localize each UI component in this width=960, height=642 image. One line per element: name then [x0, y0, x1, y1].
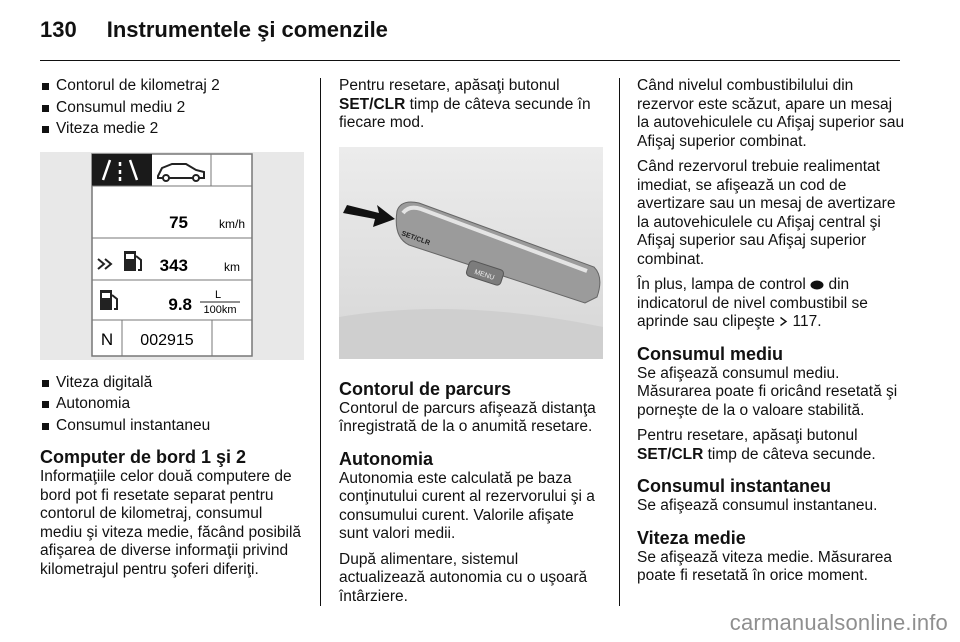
column-divider-2	[619, 78, 620, 606]
paragraph: În plus, lampa de control din indicatorul de nivel combustibil se aprinde sau clipeşte 117.	[637, 276, 868, 330]
paragraph: După alimentare, sistemul actualizează autonomia cu o uşoară întârziere.	[339, 550, 588, 605]
bullet-list-top	[40, 77, 308, 139]
consumption-value: 9.8	[168, 294, 192, 314]
paragraph: Autonomia este calculată pe baza conţinutului curent al rezervorului şi a consumului curent. Valorile afişate sunt valori medii.	[339, 469, 595, 542]
paragraph: Pentru resetare, apăsaţi butonul SET/CLR timp de câteva secunde.	[637, 427, 876, 463]
section-heading: Contorul de parcurs	[339, 378, 512, 399]
paragraph: Când rezervorul trebuie realimentat imediat, se afişează un cod de avertizare sau un mesaj de avertizare la autovehiculele cu Afişaj central şi Afişaj superior sau Afişaj superior combinat.	[637, 158, 896, 268]
range-unit: km	[224, 259, 240, 274]
speed-value: 75	[169, 212, 188, 232]
consumption-unit-top: L	[214, 288, 222, 301]
control-lamp-icon	[810, 280, 824, 290]
paragraph: Când nivelul combustibilului din rezervor este scăzut, apare un mesaj la autovehiculele cu Afişaj superior sau Afişaj superior combinat.	[637, 77, 905, 150]
paragraph: Se afişează consumul mediu. Măsurarea poate fi oricând resetată şi porneşte de la o valoare stabilită.	[637, 364, 898, 419]
arrow-icon	[343, 205, 395, 227]
page-reference[interactable]: 117	[792, 313, 818, 330]
speed-unit: km/h	[218, 216, 246, 231]
odometer-value: 002915	[140, 331, 194, 349]
page-reference-icon	[779, 316, 788, 327]
list-item: Consumul instantaneu	[40, 417, 308, 436]
paragraph: Contorul de parcurs afişează distanţa înregistrată de la o anumită resetare.	[339, 399, 596, 435]
stalk-illustration	[339, 147, 603, 359]
header-rule	[40, 60, 900, 61]
steering-stalk-figure	[339, 147, 603, 359]
section-heading: Viteza medie	[637, 527, 746, 548]
section-heading: Consumul instantaneu	[637, 476, 832, 496]
column-1	[40, 77, 308, 586]
column-3	[637, 77, 905, 593]
section-heading: Consumul mediu	[637, 343, 784, 364]
bullet-list-bottom	[40, 374, 308, 436]
stalk-menu-label: MENU	[473, 268, 496, 282]
gear-indicator: N	[100, 329, 114, 349]
paragraph: Se afişează consumul instantaneu.	[637, 497, 878, 514]
set-clr-button-ref: SET/CLR	[637, 445, 704, 463]
paragraph: Pentru resetare, apăsaţi butonul SET/CLR timp de câteva secunde în fiecare mod.	[339, 77, 591, 131]
column-2	[339, 77, 605, 613]
page-number: 130	[40, 17, 77, 42]
set-clr-button-ref: SET/CLR	[339, 95, 406, 113]
section-heading: Autonomia	[339, 448, 433, 469]
list-item: Consumul mediu 2	[40, 99, 308, 118]
stalk-set-clr-label: SET/CLR	[400, 229, 431, 247]
list-item: Viteza digitală	[40, 374, 308, 393]
paragraph: Informaţiile celor două computere de bord pot fi resetate separat pentru contorul de kilometraj, consumul mediu şi viteza medie, făcând posibilă afişarea de diverse informaţii privind kilometrajul pentru şoferi diferiţi.	[40, 468, 302, 578]
trip-computer-display-figure	[40, 152, 304, 360]
section-heading: Computer de bord 1 şi 2	[40, 447, 247, 467]
column-divider-1	[320, 78, 321, 606]
page-header	[40, 14, 388, 46]
watermark: carmanualsonline.info	[729, 610, 948, 635]
consumption-unit-bottom: 100km	[203, 303, 237, 316]
page-title: Instrumentele şi comenzile	[106, 17, 388, 42]
list-item: Contorul de kilometraj 2	[40, 77, 308, 96]
list-item: Viteza medie 2	[40, 120, 308, 139]
range-value: 343	[159, 255, 188, 275]
display-illustration	[40, 152, 304, 360]
list-item: Autonomia	[40, 395, 308, 414]
paragraph: Se afişează viteza medie. Măsurarea poate fi resetată în orice moment.	[637, 548, 893, 584]
